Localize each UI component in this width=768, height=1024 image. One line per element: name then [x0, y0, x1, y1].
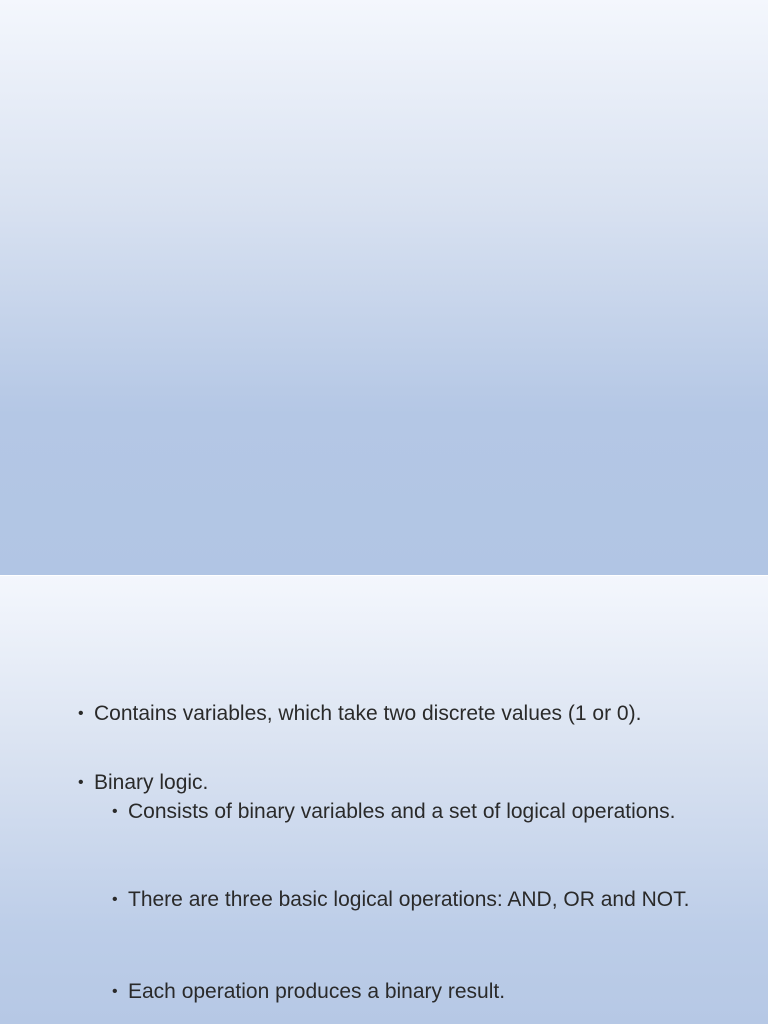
bullet-text: Binary logic.	[94, 771, 209, 794]
bullet-text: Consists of binary variables and a set of logical operations.	[128, 800, 676, 823]
bullet-glyph: •	[78, 705, 84, 722]
sub-bullet-item	[112, 886, 692, 914]
bullet-item	[78, 769, 718, 797]
bullet-text: Contains variables, which take two discrete values (1 or 0).	[94, 702, 642, 725]
bullet-item	[78, 700, 718, 728]
bullet-glyph: •	[112, 983, 118, 1000]
bullet-glyph: •	[112, 803, 118, 820]
sub-bullet-item	[112, 978, 692, 1006]
bullet-text: There are three basic logical operations: AND, OR and NOT.	[128, 888, 690, 911]
bullet-glyph: •	[112, 891, 118, 908]
bullet-glyph: •	[78, 774, 84, 791]
bullet-text: Each operation produces a binary result.	[128, 980, 506, 1003]
sub-bullet-item	[112, 798, 692, 826]
